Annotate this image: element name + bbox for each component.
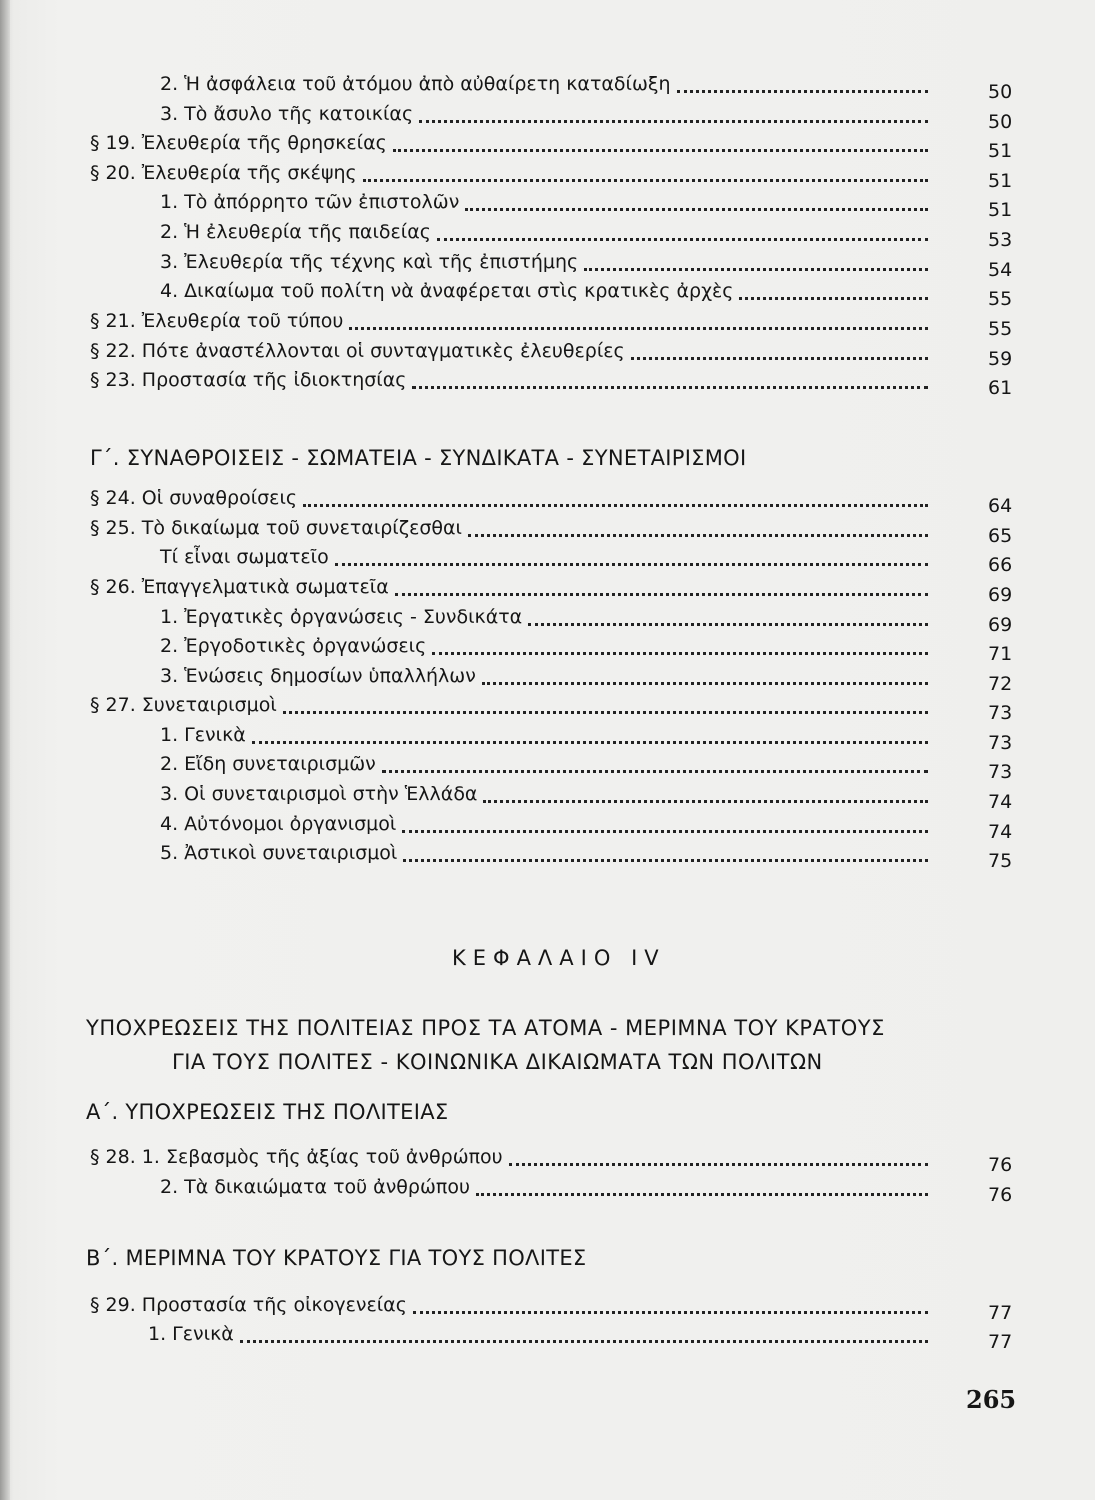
dot-leader — [476, 1189, 928, 1196]
toc-entry-page: 73 — [988, 761, 1013, 783]
toc-entry-page: 73 — [988, 702, 1013, 724]
toc-entry-label: 5. Ἀστικοὶ συνεταιρισμοὶ — [160, 842, 398, 864]
toc-entry-page: 55 — [988, 288, 1013, 310]
toc-entry-page: 72 — [988, 673, 1013, 695]
toc-entry-label: 2. Τὰ δικαιώματα τοῦ ἀνθρώπου — [160, 1176, 470, 1198]
toc-entry-page: 59 — [988, 348, 1013, 370]
dot-leader — [468, 530, 928, 537]
dot-leader — [395, 589, 928, 596]
toc-entry-page: 74 — [988, 791, 1013, 813]
toc-entry-page: 51 — [988, 199, 1013, 221]
toc-entry-label: 1. Ἐργατικὲς ὀργανώσεις - Συνδικάτα — [160, 606, 523, 628]
toc-entry-label: 2. Ἡ ἐλευθερία τῆς παιδείας — [160, 221, 431, 243]
dot-leader — [677, 86, 928, 93]
toc-entry-page: 51 — [988, 140, 1013, 162]
book-spine-shadow — [0, 0, 10, 1500]
toc-entry-page: 55 — [988, 318, 1013, 340]
toc-entry-page: 77 — [988, 1331, 1013, 1353]
toc-entry-page: 64 — [988, 495, 1013, 517]
toc-entry-label: § 24. Οἱ συναθροίσεις — [90, 487, 298, 509]
section-heading-b: Β΄. ΜΕΡΙΜΝΑ ΤΟΥ ΚΡΑΤΟΥΣ ΓΙΑ ΤΟΥΣ ΠΟΛΙΤΕΣ — [86, 1246, 587, 1270]
toc-entry-page: 69 — [988, 614, 1013, 636]
dot-leader — [419, 116, 928, 123]
dot-leader — [509, 1159, 928, 1166]
dot-leader — [403, 855, 928, 862]
toc-entry-page: 76 — [988, 1154, 1013, 1176]
toc-entry-label: § 27. Συνεταιρισμοὶ — [90, 694, 277, 716]
dot-leader — [739, 293, 928, 300]
dot-leader — [631, 353, 928, 360]
dot-leader — [349, 323, 928, 330]
toc-entry-label: 1. Τὸ ἀπόρρητο τῶν ἐπιστολῶν — [160, 191, 460, 213]
toc-entry-label: 3. Οἱ συνεταιρισμοὶ στὴν Ἑλλάδα — [160, 783, 478, 805]
dot-leader — [483, 796, 928, 803]
toc-entry-page: 51 — [988, 170, 1013, 192]
dot-leader — [437, 234, 928, 241]
toc-entry-label: 3. Ἑνώσεις δημοσίων ὑπαλλήλων — [160, 665, 476, 687]
toc-entry-page: 77 — [988, 1302, 1013, 1324]
toc-entry-label: 4. Δικαίωμα τοῦ πολίτη νὰ ἀναφέρεται στὶς κρατικὲς ἀρχὲς — [160, 280, 734, 302]
toc-entry-label: § 20. Ἐλευθερία τῆς σκέψης — [90, 162, 357, 184]
toc-entry-label: 1. Γενικὰ — [148, 1323, 234, 1345]
toc-entry-label: 3. Τὸ ἄσυλο τῆς κατοικίας — [160, 103, 414, 125]
dot-leader — [413, 1307, 928, 1314]
dot-leader — [303, 500, 928, 507]
dot-leader — [465, 204, 928, 211]
dot-leader — [335, 559, 928, 566]
toc-entry-page: 54 — [988, 259, 1013, 281]
chapter-title-line-1: ΥΠΟΧΡΕΩΣΕΙΣ ΤΗΣ ΠΟΛΙΤΕΙΑΣ ΠΡΟΣ ΤΑ ΑΤΟΜΑ - ΜΕΡΙΜΝΑ ΤΟΥ ΚΡΑΤΟΥΣ — [86, 1016, 885, 1040]
dot-leader — [402, 826, 928, 833]
toc-entry-label: § 25. Τὸ δικαίωμα τοῦ συνεταιρίζεσθαι — [90, 517, 462, 539]
dot-leader — [528, 619, 928, 626]
toc-entry-page: 66 — [988, 554, 1013, 576]
chapter-label: ΚΕΦΑΛΑΙΟ IV — [452, 946, 666, 970]
toc-entry-label: 2. Ἐργοδοτικὲς ὀργανώσεις — [160, 635, 427, 657]
dot-leader — [240, 1336, 928, 1343]
page-number: 265 — [966, 1385, 1017, 1414]
toc-entry-label: § 28. 1. Σεβασμὸς τῆς ἀξίας τοῦ ἀνθρώπου — [90, 1146, 503, 1168]
toc-entry-page: 76 — [988, 1184, 1013, 1206]
section-heading-g: Γ΄. ΣΥΝΑΘΡΟΙΣΕΙΣ - ΣΩΜΑΤΕΙΑ - ΣΥΝΔΙΚΑΤΑ - ΣΥΝΕΤΑΙΡΙΣΜΟΙ — [90, 446, 747, 470]
toc-entry-page: 69 — [988, 584, 1013, 606]
dot-leader — [283, 707, 928, 714]
section-heading-a: Α΄. ΥΠΟΧΡΕΩΣΕΙΣ ΤΗΣ ΠΟΛΙΤΕΙΑΣ — [86, 1100, 449, 1124]
toc-entry-label: § 29. Προστασία τῆς οἰκογενείας — [90, 1294, 407, 1316]
toc-entry-label: 1. Γενικὰ — [160, 724, 246, 746]
toc-entry-label: § 21. Ἐλευθερία τοῦ τύπου — [90, 310, 344, 332]
toc-entry-page: 53 — [988, 229, 1013, 251]
dot-leader — [412, 382, 928, 389]
toc-entry-page: 65 — [988, 525, 1013, 547]
toc-entry-page: 75 — [988, 850, 1013, 872]
dot-leader — [432, 648, 928, 655]
toc-entry-label: § 23. Προστασία τῆς ἰδιοκτησίας — [90, 369, 407, 391]
toc-entry-label: § 22. Πότε ἀναστέλλονται οἱ συνταγματικὲς ἐλευθερίες — [90, 340, 625, 362]
toc-entry-page: 50 — [988, 111, 1013, 133]
toc-entry-page: 73 — [988, 732, 1013, 754]
toc-entry-page: 50 — [988, 81, 1013, 103]
dot-leader — [382, 766, 928, 773]
dot-leader — [393, 145, 928, 152]
toc-entry-page: 71 — [988, 643, 1013, 665]
dot-leader — [584, 264, 928, 271]
toc-entry-page: 74 — [988, 821, 1013, 843]
toc-entry-label: § 19. Ἐλευθερία τῆς θρησκείας — [90, 132, 387, 154]
toc-entry-label: 2. Εἴδη συνεταιρισμῶν — [160, 753, 376, 775]
toc-entry-label: 3. Ἐλευθερία τῆς τέχνης καὶ τῆς ἐπιστήμης — [160, 251, 579, 273]
dot-leader — [252, 737, 928, 744]
toc-entry-label: 4. Αὐτόνομοι ὀργανισμοὶ — [160, 813, 397, 835]
toc-entry-page: 61 — [988, 377, 1013, 399]
dot-leader — [363, 175, 928, 182]
dot-leader — [482, 678, 928, 685]
toc-entry-label: Τί εἶναι σωματεῖο — [160, 546, 329, 568]
toc-entry-label: § 26. Ἐπαγγελματικὰ σωματεῖα — [90, 576, 389, 598]
toc-entry-label: 2. Ἡ ἀσφάλεια τοῦ ἀτόμου ἀπὸ αὐθαίρετη καταδίωξη — [160, 73, 671, 95]
chapter-title-line-2: ΓΙΑ ΤΟΥΣ ΠΟΛΙΤΕΣ - ΚΟΙΝΩΝΙΚΑ ΔΙΚΑΙΩΜΑΤΑ ΤΩΝ ΠΟΛΙΤΩΝ — [172, 1050, 823, 1074]
